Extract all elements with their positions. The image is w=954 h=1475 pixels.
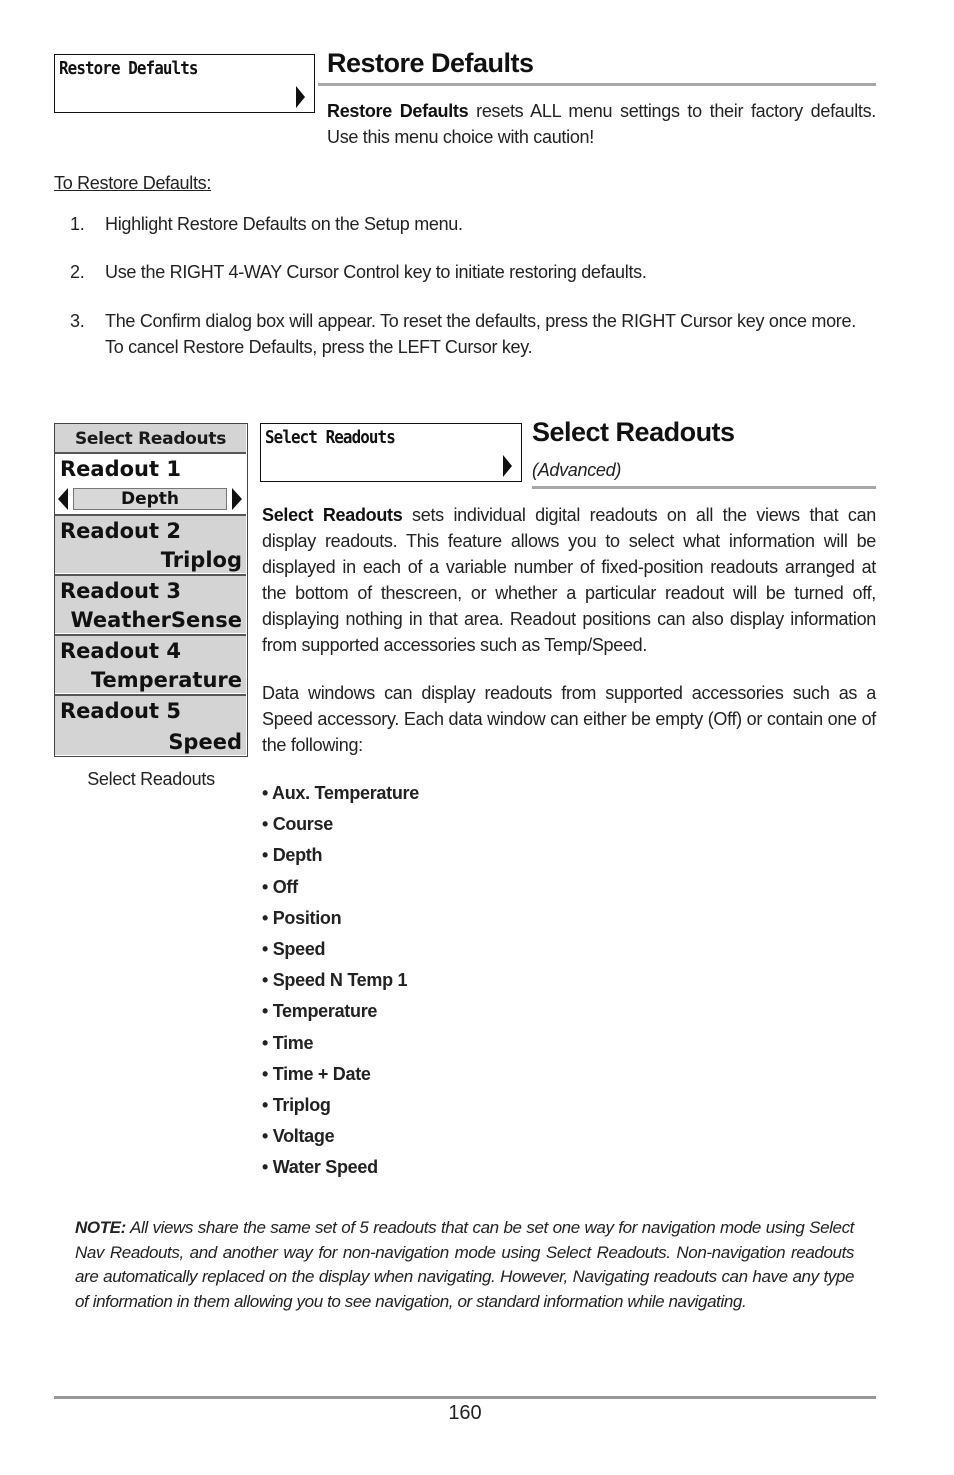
select-readouts-subtitle: (Advanced)	[532, 460, 622, 480]
device-row-readout-4[interactable]	[55, 634, 246, 693]
list-item: • Temperature	[262, 1001, 378, 1022]
readout-value: Triplog	[160, 548, 242, 572]
device-menu-header: Select Readouts	[55, 424, 246, 454]
select-readouts-menu-label: Select Readouts	[265, 427, 395, 448]
list-item: • Time	[262, 1032, 314, 1053]
step-text: The Confirm dialog box will appear. To reset the defaults, press the RIGHT Cursor key once more.	[105, 311, 856, 331]
step-number: 2.	[70, 262, 85, 282]
readout-value: Temperature	[90, 668, 242, 692]
list-item: • Aux. Temperature	[262, 783, 419, 803]
para1-line: the bottom of thescreen, or whether a particular readout will be turned off,	[262, 583, 876, 603]
list-item: • Course	[262, 814, 333, 835]
list-item: • Triplog	[262, 1094, 331, 1115]
device-row-readout-5[interactable]	[55, 694, 246, 755]
page-number: 160	[448, 1402, 482, 1424]
step-number: 3.	[70, 311, 85, 331]
section-rule	[318, 83, 876, 86]
select-readouts-para2	[262, 680, 876, 758]
step-text-line2: To cancel Restore Defaults, press the LEFT Cursor key.	[105, 337, 533, 357]
para1-line: displaying nothing in that area. Readout positions can also display information	[262, 609, 876, 629]
list-item: • Time + Date	[262, 1063, 371, 1084]
list-item: • Speed N Temp 1	[262, 970, 408, 991]
footer-rule	[54, 1396, 876, 1399]
right-arrow-icon[interactable]	[232, 488, 242, 510]
left-arrow-icon[interactable]	[58, 488, 68, 510]
para1-line: from supported accessories such as Temp/Speed.	[262, 635, 648, 655]
section-rule	[532, 486, 876, 489]
note-lead: NOTE:	[75, 1218, 126, 1237]
select-readouts-bold: Select Readouts	[262, 505, 403, 525]
restore-defaults-menu-label: Restore Defaults	[59, 58, 198, 79]
right-arrow-icon	[503, 455, 512, 477]
select-readouts-title: Select Readouts	[532, 417, 735, 447]
to-restore-defaults-subhead: To Restore Defaults:	[54, 173, 212, 193]
readout-value-selector[interactable]: Depth	[73, 488, 227, 510]
list-item: • Voltage	[262, 1126, 335, 1147]
step-text: Use the RIGHT 4-WAY Cursor Control key to initiate restoring defaults.	[105, 262, 647, 282]
restore-defaults-intro	[327, 98, 876, 150]
device-row-readout-3[interactable]	[55, 574, 246, 633]
readout-label: Readout 3	[60, 579, 181, 603]
select-readouts-menu-box[interactable]	[260, 423, 522, 482]
restore-defaults-intro-bold: Restore Defaults	[327, 101, 469, 121]
select-readouts-device-menu	[54, 423, 248, 757]
step-text: Highlight Restore Defaults on the Setup menu.	[105, 214, 463, 234]
note-paragraph	[75, 1216, 854, 1314]
note-text: All views share the same set of 5 readouts that can be set one way for navigation mode using Select Nav Readouts, and another way for non-navigation mode using Select Readouts. Non-navigation readouts are automatically replaced on the display when navigating. However, Navigating readouts can have any type of information in them allowing you to see navigation, or standard information while navigating.	[75, 1218, 854, 1311]
list-item: • Off	[262, 876, 298, 897]
para1-line: sets individual digital readouts on all the views that can	[402, 505, 877, 525]
para2-line: Data windows can display readouts from supported accessories such as a	[262, 683, 876, 703]
readout-value: Speed	[168, 730, 242, 754]
para2-line: Speed accessory. Each data window can either be empty (Off) or contain one of	[262, 709, 876, 729]
list-item: • Speed	[262, 938, 326, 959]
readout-label: Readout 5	[60, 699, 181, 723]
para2-line: the following:	[262, 735, 363, 755]
readout-label: Readout 1	[60, 457, 181, 481]
readout-label: Readout 2	[60, 519, 181, 543]
device-row-readout-2[interactable]	[55, 514, 246, 573]
step-number: 1.	[70, 214, 85, 234]
restore-defaults-intro-line1: resets ALL menu settings to their factory defaults.	[468, 101, 876, 121]
figure-caption: Select Readouts	[87, 769, 215, 789]
readout-label: Readout 4	[60, 639, 181, 663]
list-item: • Position	[262, 907, 342, 928]
restore-defaults-menu-box[interactable]	[54, 54, 315, 113]
readout-options-list	[262, 779, 419, 1184]
device-row-readout-1[interactable]	[55, 454, 246, 514]
para1-line: displayed in each of a variable number of fixed-position readouts arranged at	[262, 557, 876, 577]
list-item: • Depth	[262, 845, 323, 866]
restore-defaults-title: Restore Defaults	[327, 48, 534, 78]
restore-defaults-intro-line2: Use this menu choice with caution!	[327, 127, 594, 147]
readout-value: WeatherSense	[70, 608, 242, 632]
right-arrow-icon	[296, 86, 305, 108]
select-readouts-para1	[262, 502, 876, 658]
list-item: • Water Speed	[262, 1157, 378, 1178]
para1-line: display readouts. This feature allows you to select what information will be	[262, 531, 876, 551]
